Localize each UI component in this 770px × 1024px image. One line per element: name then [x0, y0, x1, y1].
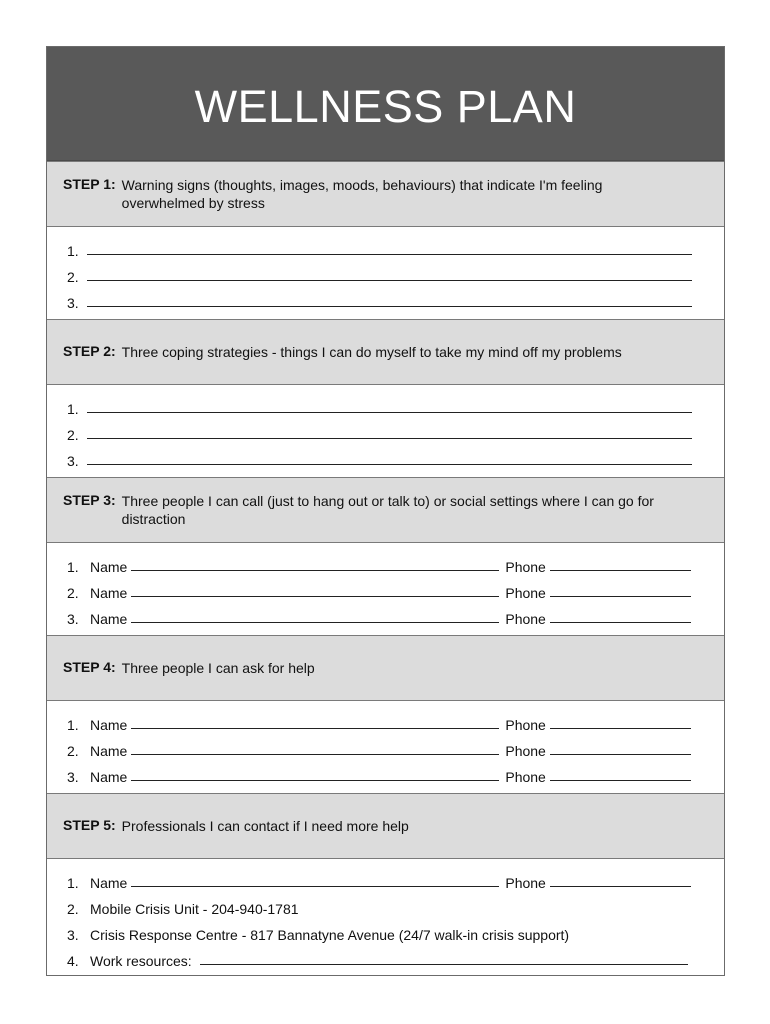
item-number: 1.	[67, 717, 79, 733]
step-4-row-3	[47, 759, 724, 785]
name-label: Name	[90, 717, 128, 733]
phone-blank[interactable]	[550, 728, 691, 729]
step-3-row-1	[47, 549, 724, 575]
step-1-desc-line2: overwhelmed by stress	[121, 195, 265, 211]
name-label: Name	[90, 743, 128, 759]
step-1-description	[122, 176, 603, 212]
item-number: 3.	[67, 927, 79, 943]
step-1-header	[47, 161, 724, 227]
blank-line[interactable]	[87, 464, 692, 465]
step-3-row-2	[47, 575, 724, 601]
step-1-row-3	[47, 285, 724, 311]
step-2-row-1	[47, 391, 724, 417]
name-label: Name	[90, 585, 128, 601]
name-blank[interactable]	[131, 570, 499, 571]
phone-blank[interactable]	[550, 886, 691, 887]
work-resources-label: Work resources:	[90, 953, 192, 969]
step-1-row-2	[47, 259, 724, 285]
item-number: 1.	[67, 559, 79, 575]
step-1-row-1	[47, 233, 724, 259]
step-2-row-3	[47, 443, 724, 469]
step-4-header	[47, 635, 724, 701]
step-5-row-2	[47, 891, 724, 917]
step-3-header	[47, 477, 724, 543]
step-1-label: STEP 1:	[63, 176, 116, 192]
phone-label: Phone	[505, 611, 546, 627]
item-number: 3.	[67, 295, 79, 311]
wellness-plan-form	[46, 46, 725, 976]
step-2-description: Three coping strategies - things I can do myself to take my mind off my problems	[121, 344, 622, 360]
step-5-header	[47, 793, 724, 859]
phone-blank[interactable]	[550, 780, 691, 781]
mobile-crisis-unit: Mobile Crisis Unit - 204-940-1781	[90, 901, 299, 917]
phone-label: Phone	[505, 875, 546, 891]
step-2-body	[47, 385, 724, 477]
phone-blank[interactable]	[550, 596, 691, 597]
step-3-body	[47, 543, 724, 635]
name-label: Name	[90, 875, 128, 891]
step-2-header	[47, 319, 724, 385]
step-5-row-4	[47, 943, 724, 969]
blank-line[interactable]	[87, 280, 692, 281]
name-blank[interactable]	[131, 728, 499, 729]
step-3-label: STEP 3:	[63, 492, 116, 508]
name-blank[interactable]	[131, 780, 499, 781]
step-3-desc-line1: Three people I can call (just to hang out or talk to) or social settings where I can go for	[121, 493, 654, 509]
blank-line[interactable]	[87, 438, 692, 439]
work-resources-blank[interactable]	[200, 964, 688, 965]
phone-label: Phone	[505, 717, 546, 733]
item-number: 2.	[67, 901, 79, 917]
crisis-response-centre: Crisis Response Centre - 817 Bannatyne Avenue (24/7 walk-in crisis support)	[90, 927, 570, 943]
step-1-desc-line1: Warning signs (thoughts, images, moods, behaviours) that indicate I'm feeling	[121, 177, 603, 193]
name-blank[interactable]	[131, 886, 499, 887]
phone-label: Phone	[505, 769, 546, 785]
title-bar	[47, 47, 724, 161]
step-3-description	[122, 492, 654, 528]
phone-blank[interactable]	[550, 754, 691, 755]
phone-label: Phone	[505, 585, 546, 601]
item-number: 2.	[67, 269, 79, 285]
name-blank[interactable]	[131, 754, 499, 755]
item-number: 3.	[67, 453, 79, 469]
item-number: 1.	[67, 875, 79, 891]
step-3-desc-line2: distraction	[121, 511, 186, 527]
item-number: 2.	[67, 427, 79, 443]
blank-line[interactable]	[87, 412, 692, 413]
step-4-row-1	[47, 707, 724, 733]
step-4-description: Three people I can ask for help	[121, 660, 315, 676]
name-label: Name	[90, 559, 128, 575]
step-4-label: STEP 4:	[63, 659, 116, 675]
step-2-label: STEP 2:	[63, 343, 116, 359]
step-5-description: Professionals I can contact if I need more help	[121, 818, 409, 834]
item-number: 2.	[67, 585, 79, 601]
name-blank[interactable]	[131, 596, 499, 597]
page-title: WELLNESS PLAN	[194, 80, 577, 132]
item-number: 2.	[67, 743, 79, 759]
step-5-row-1	[47, 865, 724, 891]
item-number: 3.	[67, 769, 79, 785]
name-label: Name	[90, 769, 128, 785]
name-blank[interactable]	[131, 622, 499, 623]
step-2-row-2	[47, 417, 724, 443]
step-5-label: STEP 5:	[63, 817, 116, 833]
blank-line[interactable]	[87, 306, 692, 307]
phone-blank[interactable]	[550, 622, 691, 623]
item-number: 1.	[67, 243, 79, 259]
step-4-body	[47, 701, 724, 793]
item-number: 3.	[67, 611, 79, 627]
name-label: Name	[90, 611, 128, 627]
phone-label: Phone	[505, 743, 546, 759]
step-4-row-2	[47, 733, 724, 759]
step-3-row-3	[47, 601, 724, 627]
step-5-body	[47, 859, 724, 975]
step-5-row-3	[47, 917, 724, 943]
step-1-body	[47, 227, 724, 319]
item-number: 1.	[67, 401, 79, 417]
phone-label: Phone	[505, 559, 546, 575]
item-number: 4.	[67, 953, 79, 969]
phone-blank[interactable]	[550, 570, 691, 571]
blank-line[interactable]	[87, 254, 692, 255]
